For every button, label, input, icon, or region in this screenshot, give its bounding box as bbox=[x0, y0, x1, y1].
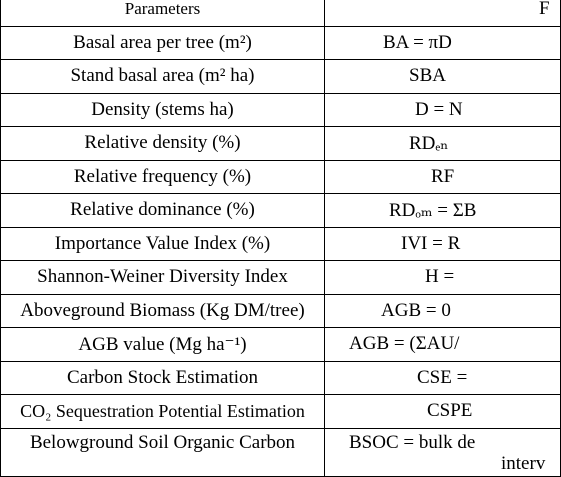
row-formula: RDₒₘ = ΣB bbox=[325, 194, 561, 228]
row-parameter: AGB value (Mg ha⁻¹) bbox=[1, 328, 325, 362]
row-formula: RDₑₙ bbox=[325, 127, 561, 161]
row-parameter: Relative density (%) bbox=[1, 127, 325, 161]
table-row bbox=[1, 395, 561, 429]
table-row bbox=[1, 60, 561, 94]
table-row bbox=[1, 428, 561, 476]
table-row bbox=[1, 294, 561, 328]
table-row bbox=[1, 227, 561, 261]
row-formula: IVI = R bbox=[325, 227, 561, 261]
row-parameter: Carbon Stock Estimation bbox=[1, 361, 325, 395]
row-parameter: Stand basal area (m² ha) bbox=[1, 60, 325, 94]
row-parameter: Relative frequency (%) bbox=[1, 160, 325, 194]
row-formula: D = N bbox=[325, 93, 561, 127]
header-parameters: Parameters bbox=[1, 0, 325, 26]
row-parameter: Basal area per tree (m²) bbox=[1, 26, 325, 60]
row-parameter: CO₂ Sequestration Potential Estimation bbox=[1, 395, 325, 429]
row-parameter: Relative dominance (%) bbox=[1, 194, 325, 228]
table-row bbox=[1, 93, 561, 127]
row-parameter: Shannon-Weiner Diversity Index bbox=[1, 261, 325, 295]
row-formula: SBA bbox=[325, 60, 561, 94]
table-row bbox=[1, 261, 561, 295]
table-row bbox=[1, 361, 561, 395]
table-header-row bbox=[1, 0, 561, 26]
row-formula: AGB = (ΣAU/ bbox=[325, 328, 561, 362]
table-row bbox=[1, 127, 561, 161]
table-row bbox=[1, 160, 561, 194]
row-formula: RF bbox=[325, 160, 561, 194]
row-parameter: Belowground Soil Organic Carbon bbox=[1, 428, 325, 476]
row-formula: CSPE bbox=[325, 395, 561, 429]
row-formula: AGB = 0 bbox=[325, 294, 561, 328]
row-parameter: Importance Value Index (%) bbox=[1, 227, 325, 261]
table-row bbox=[1, 328, 561, 362]
row-formula: H = bbox=[325, 261, 561, 295]
row-formula-line2: interv bbox=[501, 452, 546, 474]
row-formula-line1: BSOC = bulk de bbox=[349, 431, 476, 453]
table-row bbox=[1, 26, 561, 60]
row-formula: BA = πD bbox=[325, 26, 561, 60]
row-parameter: Density (stems ha) bbox=[1, 93, 325, 127]
table-row bbox=[1, 194, 561, 228]
row-parameter: Aboveground Biomass (Kg DM/tree) bbox=[1, 294, 325, 328]
header-formula: F bbox=[325, 0, 561, 26]
row-formula bbox=[325, 428, 561, 476]
row-formula: CSE = bbox=[325, 361, 561, 395]
